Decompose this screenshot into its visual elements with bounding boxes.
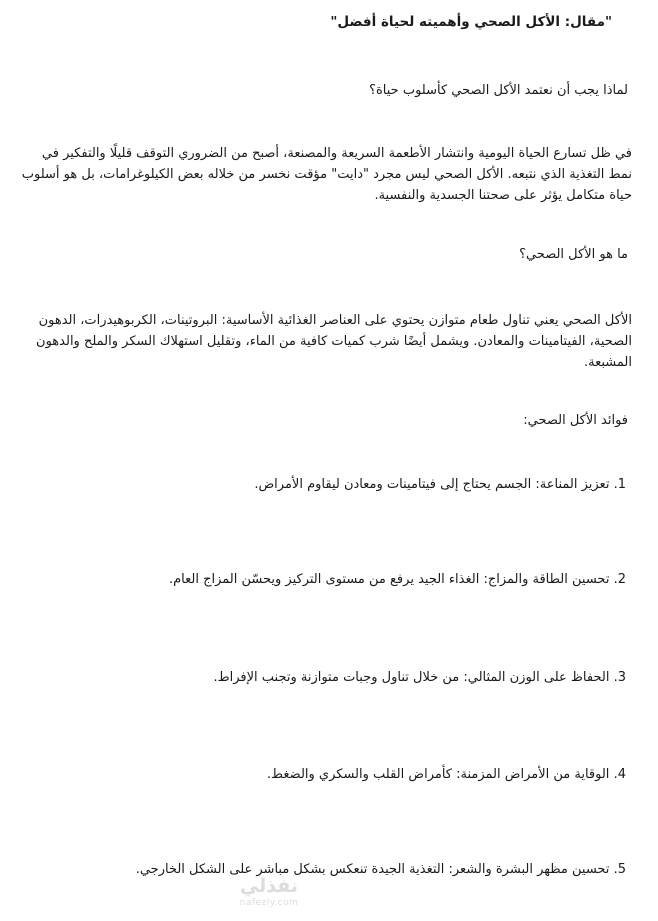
list-number: 3. — [613, 670, 626, 685]
definition-paragraph: الأكل الصحي يعني تناول طعام متوازن يحتوي على العناصر الغذائية الأساسية: البروتينات، الكربوهيدرات، الدهون الصحية، الفيتامينات والمعادن. ويشمل أيضًا شرب كميات كافية من الماء، وتقليل استهلاك السكر والملح والدهون المشبعة. — [36, 313, 632, 370]
question-why-healthy-eating: لماذا يجب أن نعتمد الأكل الصحي كأسلوب حياة؟ — [369, 83, 628, 98]
benefit-text: الحفاظ على الوزن المثالي: من خلال تناول وجبات متوازنة وتجنب الإفراط. — [213, 670, 610, 685]
article-title: "مقال: الأكل الصحي وأهميته لحياة أفضل" — [330, 14, 612, 30]
benefit-text: تحسين الطاقة والمزاج: الغذاء الجيد يرفع من مستوى التركيز ويحسّن المزاج العام. — [169, 572, 610, 587]
watermark-url: nafezly.com — [239, 898, 299, 908]
benefit-text: الوقاية من الأمراض المزمنة: كأمراض القلب والسكري والضغط. — [266, 767, 610, 782]
list-number: 4. — [613, 767, 626, 782]
list-number: 5. — [613, 862, 626, 877]
benefit-item-3 — [20, 667, 626, 688]
list-number: 2. — [613, 572, 626, 587]
question-what-is-healthy-eating: ما هو الأكل الصحي؟ — [519, 247, 628, 262]
watermark-arabic: نفذلي — [239, 875, 299, 897]
watermark-logo — [234, 874, 304, 908]
benefit-item-1 — [20, 474, 626, 495]
benefit-text: تعزيز المناعة: الجسم يحتاج إلى فيتامينات ومعادن ليقاوم الأمراض. — [254, 477, 610, 492]
intro-paragraph: في ظل تسارع الحياة اليومية وانتشار الأطعمة السريعة والمصنعة، أصبح من الضروري التوقف قليلًا والتفكير في نمط التغذية الذي نتبعه. الأكل الصحي ليس مجرد "دايت" مؤقت نخسر من خلاله بعض الكيلوغرامات، بل هو أسلوب حياة متكامل يؤثر على صحتنا الجسدية والنفسية. — [21, 146, 632, 203]
benefits-heading: فوائد الأكل الصحي: — [523, 413, 628, 428]
benefit-item-4 — [20, 764, 626, 785]
benefit-item-2 — [20, 569, 626, 590]
benefit-text: تحسين مظهر البشرة والشعر: التغذية الجيدة تنعكس بشكل مباشر على الشكل الخارجي. — [135, 862, 610, 877]
benefit-item-5 — [20, 859, 626, 880]
list-number: 1. — [613, 477, 626, 492]
